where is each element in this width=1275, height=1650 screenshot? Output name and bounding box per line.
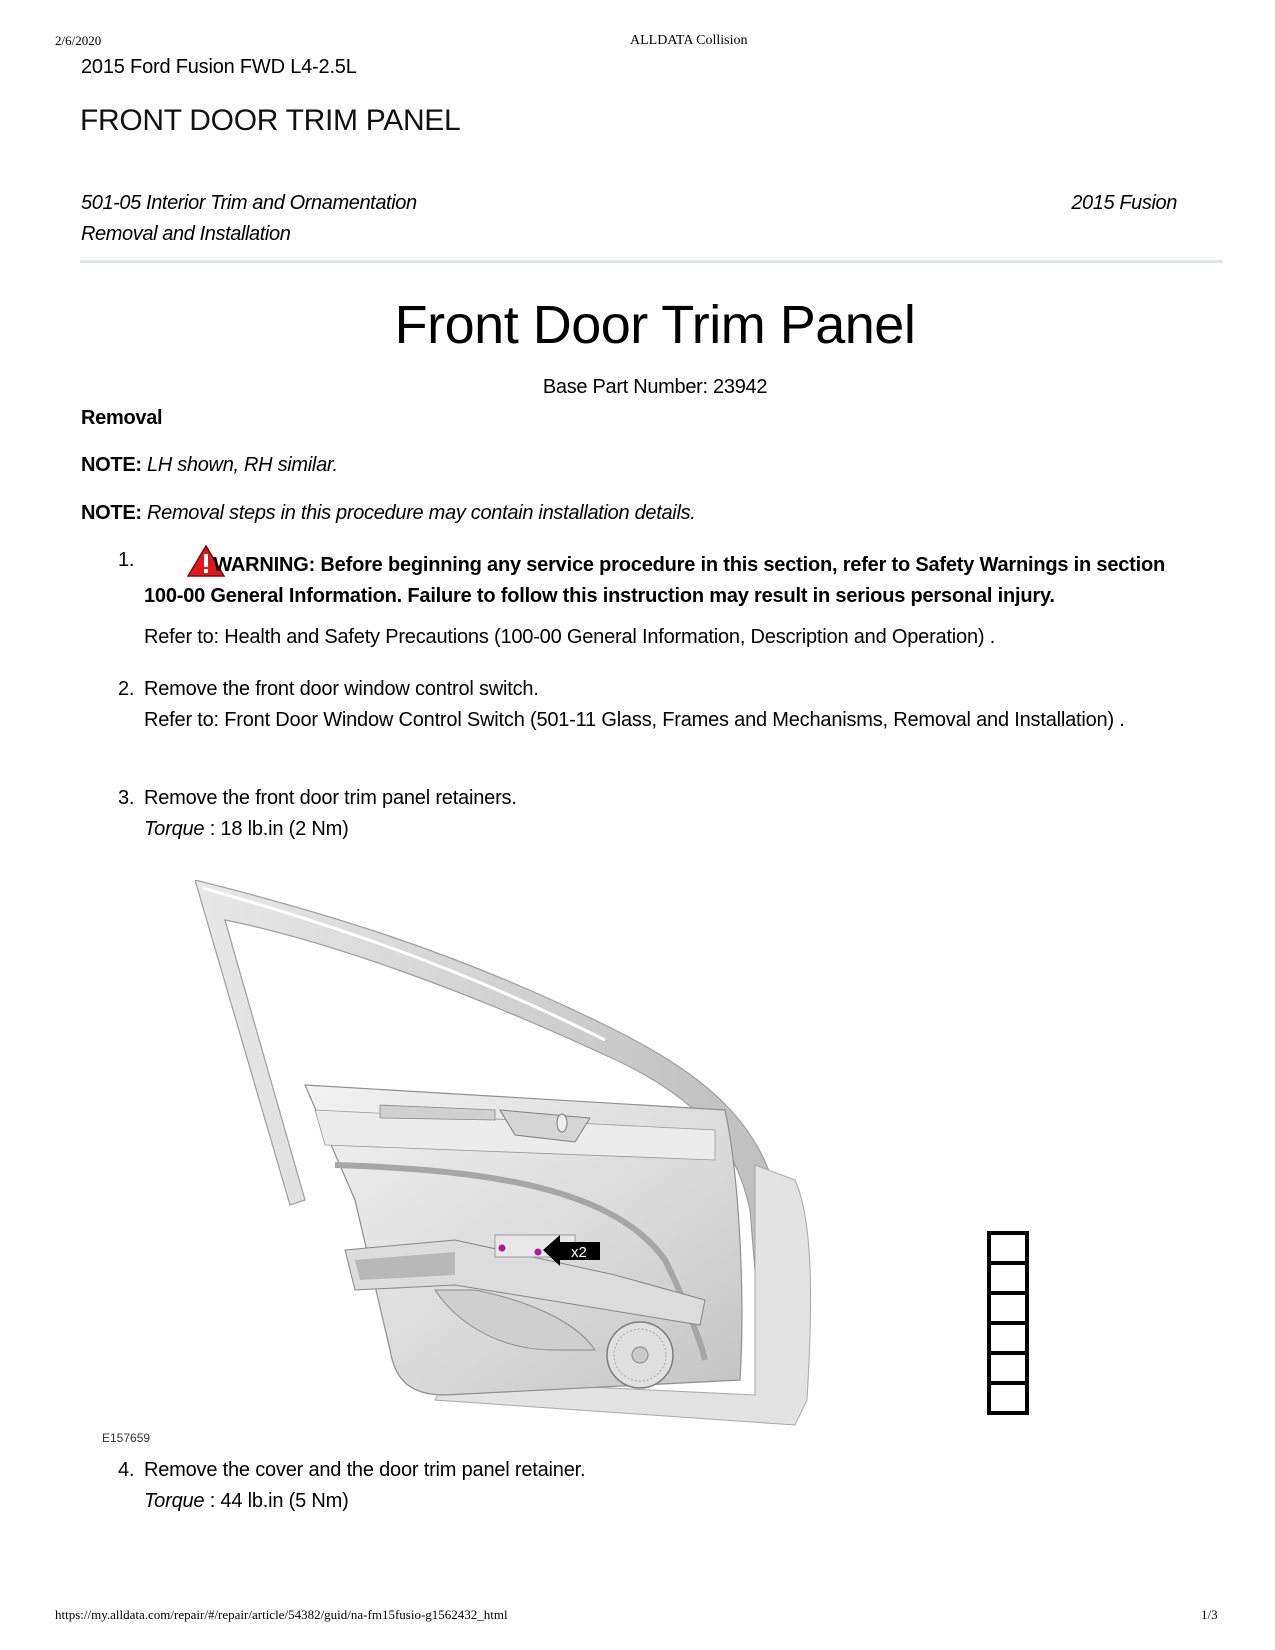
note-label: NOTE: bbox=[81, 502, 142, 524]
warning-text: WARNING: Before beginning any service procedure in this section, refer to Safety Warnings in section 100-00 General Information. Failure to follow this instruction may result in serious personal injury. bbox=[144, 554, 1166, 607]
torque-value: : 18 lb.in (2 Nm) bbox=[209, 818, 349, 840]
callout-label: x2 bbox=[571, 1244, 587, 1261]
figure-id: E157659 bbox=[102, 1431, 151, 1445]
step-text: Remove the front door trim panel retainers. bbox=[144, 787, 517, 809]
torque-label: Torque bbox=[144, 818, 205, 840]
torque-spec bbox=[144, 1486, 1144, 1517]
note-text: Removal steps in this procedure may contain installation details. bbox=[146, 502, 696, 524]
section-code: 501-05 Interior Trim and Ornamentation bbox=[81, 192, 417, 214]
step-2-reference[interactable]: Refer to: Front Door Window Control Switch (501-11 Glass, Frames and Mechanisms, Removal and Installation) . bbox=[144, 709, 1125, 731]
checkbox[interactable] bbox=[987, 1261, 1029, 1291]
torque-label: Torque bbox=[144, 1490, 205, 1512]
base-part-number: Base Part Number: 23942 bbox=[542, 376, 768, 398]
page-number: 1/3 bbox=[1201, 1607, 1218, 1622]
torque-spec bbox=[144, 814, 1144, 845]
step-2 bbox=[118, 674, 1125, 731]
model-label: 2015 Fusion bbox=[1071, 192, 1177, 214]
section-subtitle: Removal and Installation bbox=[81, 223, 291, 245]
vehicle-label: 2015 Ford Fusion FWD L4-2.5L bbox=[81, 56, 357, 78]
checkbox[interactable] bbox=[987, 1381, 1029, 1415]
step-number: 2. bbox=[118, 678, 135, 700]
checkbox-column bbox=[987, 1231, 1027, 1415]
note-1 bbox=[81, 454, 338, 477]
step-number: 4. bbox=[118, 1459, 135, 1481]
step-3 bbox=[118, 783, 517, 840]
footer-url[interactable]: https://my.alldata.com/repair/#/repair/article/54382/guid/na-fm15fusio-g1562432_html bbox=[55, 1607, 508, 1622]
print-header-title: ALLDATA Collision bbox=[630, 33, 748, 48]
door-trim-panel-illustration bbox=[195, 880, 845, 1430]
step-text: Remove the cover and the door trim panel retainer. bbox=[144, 1459, 586, 1481]
header-divider bbox=[80, 260, 1223, 263]
checkbox[interactable] bbox=[987, 1351, 1029, 1381]
note-label: NOTE: bbox=[81, 454, 142, 476]
warning-triangle-icon bbox=[169, 545, 207, 577]
torque-value: : 44 lb.in (5 Nm) bbox=[209, 1490, 349, 1512]
document-heading: FRONT DOOR TRIM PANEL bbox=[80, 104, 461, 137]
step-4 bbox=[118, 1455, 586, 1512]
checkbox[interactable] bbox=[987, 1231, 1029, 1261]
step-number: 1. bbox=[118, 549, 135, 571]
removal-heading: Removal bbox=[81, 407, 163, 429]
step-number: 3. bbox=[118, 787, 135, 809]
note-text: LH shown, RH similar. bbox=[146, 454, 338, 476]
checkbox[interactable] bbox=[987, 1321, 1029, 1351]
checkbox[interactable] bbox=[987, 1291, 1029, 1321]
print-date: 2/6/2020 bbox=[55, 33, 102, 48]
page-title: Front Door Trim Panel bbox=[394, 295, 916, 355]
step-text: Remove the front door window control switch. bbox=[144, 678, 539, 700]
note-2 bbox=[81, 502, 696, 525]
step-1-reference[interactable]: Refer to: Health and Safety Precautions (100-00 General Information, Description and Operation) . bbox=[144, 626, 996, 648]
